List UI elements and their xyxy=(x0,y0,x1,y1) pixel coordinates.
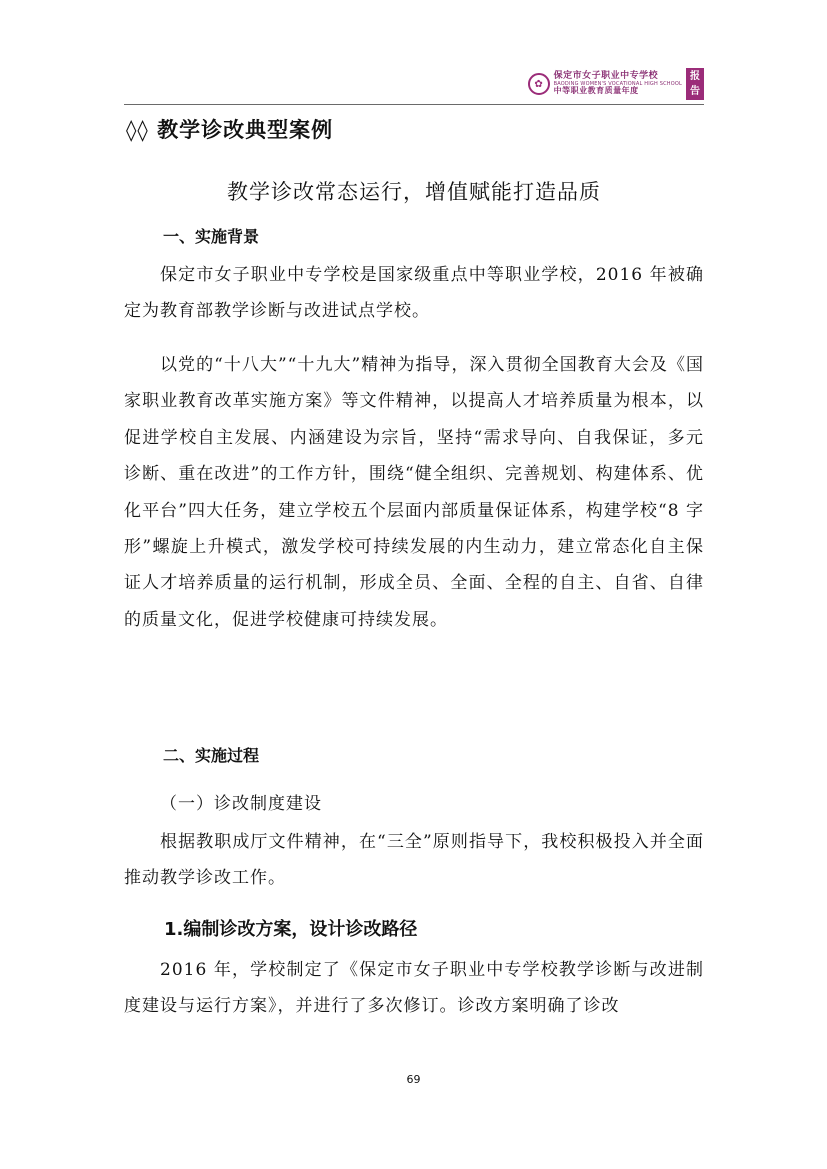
report-title: 中等职业教育质量年度 xyxy=(553,86,639,96)
section-heading: ◊◊ 教学诊改典型案例 xyxy=(126,118,334,142)
background-heading: 一、实施背景 xyxy=(163,227,260,246)
school-name-en: BAODING WOMEN'S VOCATIONAL HIGH SCHOOL xyxy=(553,80,682,87)
page-number: 69 xyxy=(406,1073,421,1086)
article-title: 教学诊改常态运行，增值赋能打造品质 xyxy=(227,180,601,204)
background-paragraph-2: 以党的“十八大”“十九大”精神为指导，深入贯彻全国教育大会及《国家职业教育改革实施方案》等文件精神，以提高人才培养质量为根本，以促进学校自主发展、内涵建设为宗旨，坚持“需求导向、自我保证，多元诊断、重在改进”的工作方针，围绕“健全组织、完善规划、构建体系、优化平台”四大任务，建立学校五个层面内部质量保证体系，构建学校“8 字形”螺旋上升模式，激发学校可持续发展的内生动力，建立常态化自主保证人才培养质量的运行机制，形成全员、全面、全程的自主、自省、自律的质量文化，促进学校健康可持续发展。 xyxy=(124,355,704,630)
school-emblem-icon: ✿ xyxy=(528,73,550,95)
background-paragraph-1: 保定市女子职业中专学校是国家级重点中等职业学校，2016 年被确定为教育部教学诊断与改进试点学校。 xyxy=(124,265,704,322)
header-logo-text xyxy=(554,72,682,95)
sub1-paragraph: 根据教职成厅文件精神，在“三全”原则指导下，我校积极投入并全面推动教学诊改工作。 xyxy=(124,832,704,889)
process-heading: 二、实施过程 xyxy=(163,746,260,765)
header-logo xyxy=(528,68,704,100)
sub1-heading: （一）诊改制度建设 xyxy=(160,794,322,814)
report-badge: 报告 xyxy=(686,68,704,100)
item1-heading: 1.编制诊改方案，设计诊改路径 xyxy=(164,919,418,940)
school-name: 保定市女子职业中专学校 xyxy=(553,71,659,82)
item1-paragraph: 2016 年，学校制定了《保定市女子职业中专学校教学诊断与改进制度建设与运行方案》，并进行了多次修订。诊改方案明确了诊改 xyxy=(124,960,704,1017)
page-header xyxy=(124,62,704,105)
